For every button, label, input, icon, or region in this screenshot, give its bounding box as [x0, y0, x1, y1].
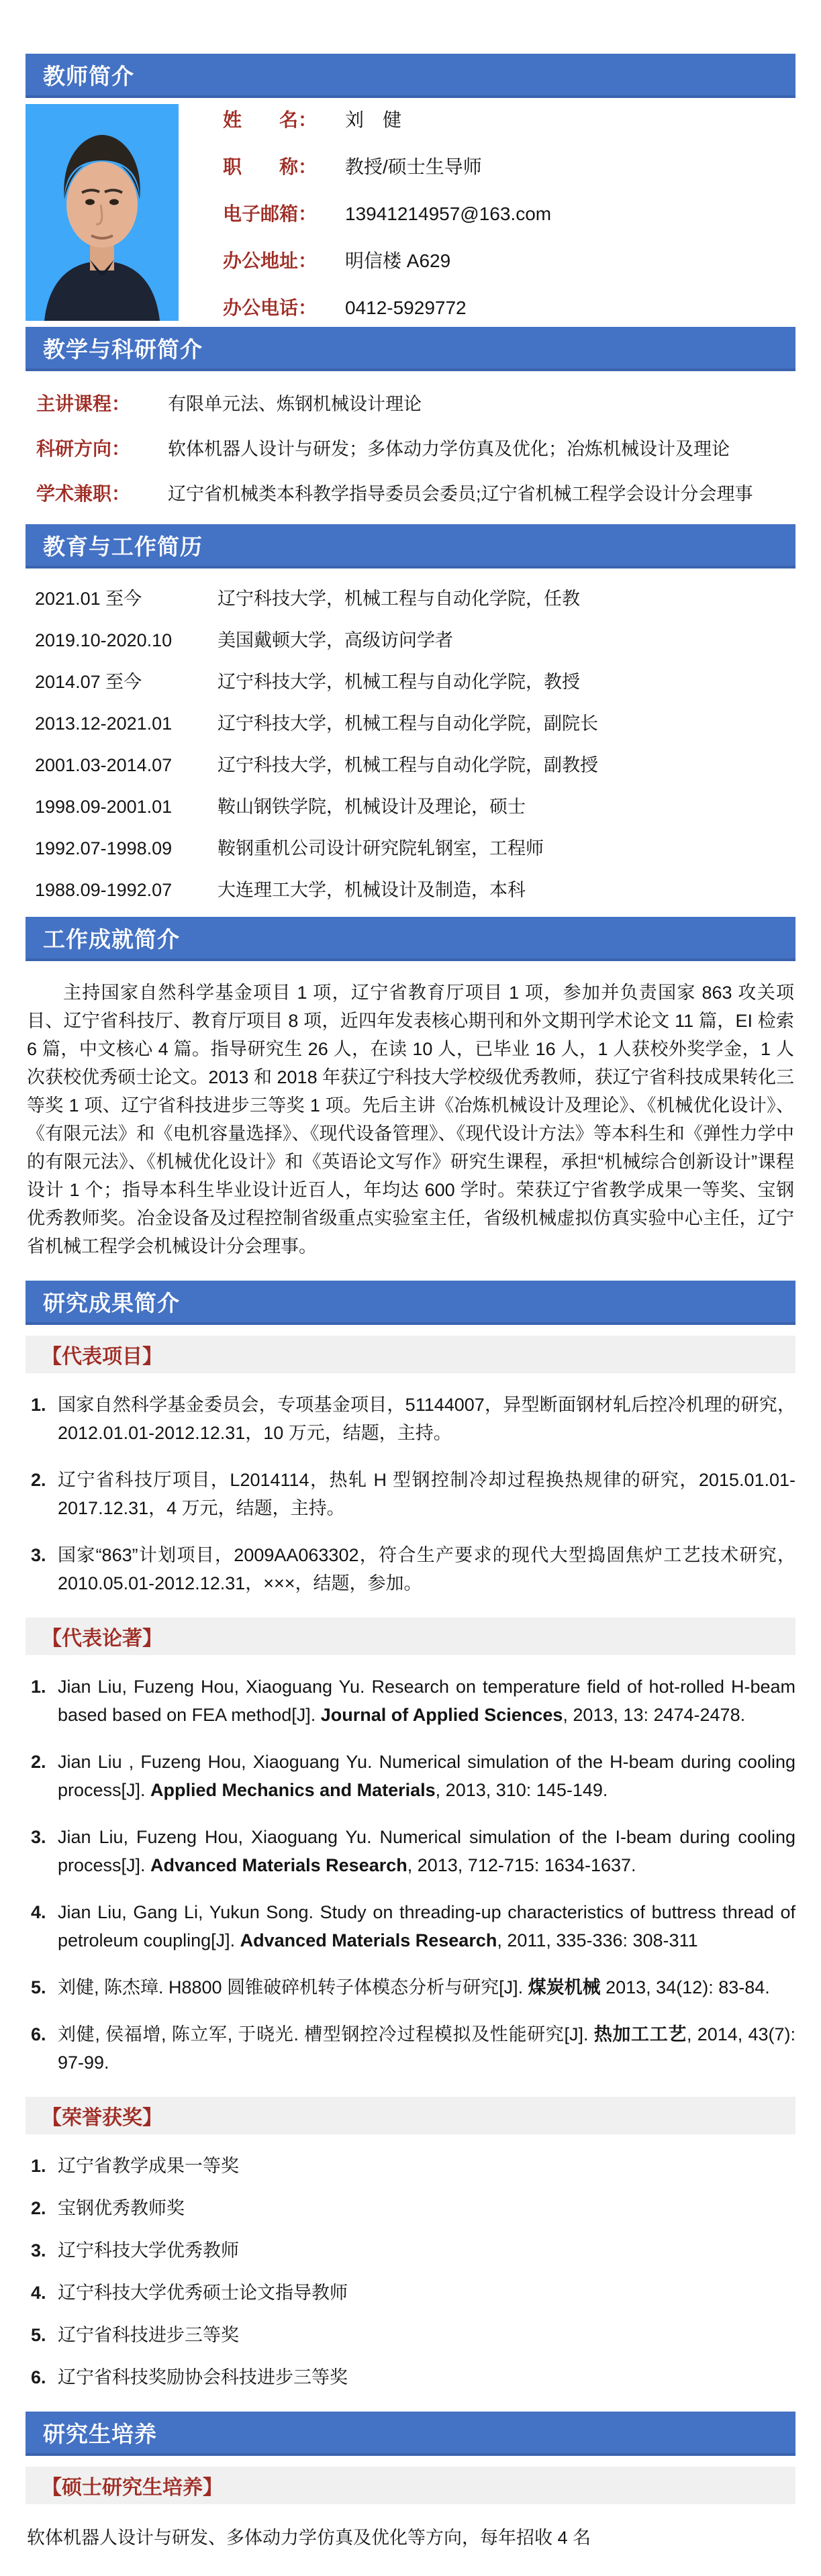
teaching-field-row [26, 479, 795, 506]
section-teaching-research [26, 327, 795, 506]
project-item [26, 1466, 795, 1522]
section-research-results [26, 1281, 795, 2391]
publication-item-text: Jian Liu, Fuzeng Hou, Xiaoguang Yu. Numerical simulation of the I-beam during cooling process[J]. Advanced Materials Research, 2013, 712-715: 1634-1637. [58, 1827, 795, 1875]
history-detail: 辽宁科技大学，机械工程与自动化学院，副院长 [218, 713, 598, 734]
teaching-field-label: 主讲课程： [36, 393, 131, 414]
section-header-history [26, 524, 795, 568]
subheader-representative-publications [26, 1618, 795, 1655]
section-teacher-intro [26, 54, 795, 327]
achievements-paragraph: 主持国家自然科学基金项目 1 项，辽宁省教育厅项目 1 项，参加并负责国家 863 攻关项目、辽宁省科技厅、教育厅项目 8 项，近四年发表核心期刊和外文期刊学术论文 11 篇，EI 检索 6 篇，中文核心 4 篇。指导研究生 26 人，在读 10 人，已毕业 16 人，1 人获校外奖学金，1 人次获校优秀硕士论文。2013 和 2018 年获辽宁科技大学校级优秀教师，获辽宁省科技成果转化三等奖 1 项、辽宁省科技进步三等奖 1 项。先后主讲《冶炼机械设计及理论》、《机械优化设计》、《有限元法》和《电机容量选择》、《现代设备管理》、《现代设计方法》等本科生和《弹性力学中的有限元法》、《机械优化设计》和《英语论文写作》研究生课程，承担“机械综合创新设计”课程设计 1 个；指导本科生毕业设计近百人，年均达 600 学时。荣获辽宁省教学成果一等奖、宝钢优秀教师奖。冶金设备及过程控制省级重点实验室主任，省级机械虚拟仿真实验中心主任，辽宁省机械工程学会机械设计分会理事。 [27, 983, 794, 1256]
publication-item-number: 5. [31, 1977, 46, 1997]
history-detail: 美国戴顿大学，高级访问学者 [218, 630, 453, 650]
history-row [26, 750, 795, 777]
publication-item-number: 2. [31, 1752, 46, 1772]
award-item-text: 辽宁省科技进步三等奖 [58, 2325, 239, 2345]
subheader-master-training [26, 2467, 795, 2504]
subheader-honors-awards [26, 2097, 795, 2134]
publication-item [26, 1823, 795, 1879]
profile-field-label: 职 称： [223, 156, 318, 177]
award-item [26, 2152, 795, 2180]
teaching-field-label: 学术兼职： [36, 483, 131, 504]
teaching-field-label: 科研方向： [36, 438, 131, 459]
award-item [26, 2236, 795, 2265]
history-period: 2013.12-2021.01 [35, 713, 173, 734]
history-period: 1998.09-2001.01 [35, 797, 173, 817]
history-detail: 辽宁科技大学，机械工程与自动化学院，任教 [218, 589, 580, 609]
profile-field-value: 教授/硕士生导师 [345, 156, 482, 177]
publication-item-number: 6. [31, 2024, 46, 2044]
profile-field-label: 电子邮箱： [223, 203, 318, 224]
section-header-teacher-intro [26, 54, 795, 98]
section-graduate-training [26, 2412, 795, 2549]
section-title-graduate-training: 研究生培养 [43, 2421, 157, 2446]
history-period: 2019.10-2020.10 [35, 630, 173, 650]
section-title-teacher-intro: 教师简介 [43, 63, 134, 89]
history-list [26, 584, 795, 901]
publication-item-text: Jian Liu , Fuzeng Hou, Xiaoguang Yu. Numerical simulation of the H-beam during cooling process[J]. Applied Mechanics and Materials, 2013, 310: 145-149. [58, 1752, 795, 1800]
profile-field-value: 明信楼 A629 [345, 250, 451, 271]
publication-item-number: 1. [31, 1677, 46, 1697]
award-item-number: 6. [31, 2367, 46, 2387]
award-item [26, 2194, 795, 2222]
history-row [26, 584, 795, 610]
project-item-number: 2. [31, 1470, 46, 1490]
subheader-honors-awards-label: 【荣誉获奖】 [42, 2107, 162, 2129]
project-item-text: 国家自然科学基金委员会，专项基金项目，51144007，异型断面钢材轧后控冷机理的研究，2012.01.01-2012.12.31，10 万元，结题，主持。 [58, 1395, 795, 1443]
award-item-text: 辽宁省科技奖励协会科技进步三等奖 [58, 2367, 348, 2387]
award-item [26, 2363, 795, 2391]
award-item-number: 1. [31, 2156, 46, 2176]
section-education-work-history [26, 524, 795, 901]
publication-item-text: Jian Liu, Fuzeng Hou, Xiaoguang Yu. Research on temperature field of hot-rolled H-beam based based on FEA method[J]. Journal of Applied Sciences, 2013, 13: 2474-2478. [58, 1677, 795, 1725]
history-row [26, 834, 795, 860]
profile-field-label: 办公地址： [223, 250, 318, 271]
teaching-field-value: 软体机器人设计与研发；多体动力学仿真及优化；冶炼机械设计及理论 [168, 439, 730, 459]
publication-item [26, 1748, 795, 1804]
profile-field-row [223, 105, 795, 132]
portrait-photo [26, 104, 179, 321]
teaching-field-value: 辽宁省机械类本科教学指导委员会委员;辽宁省机械工程学会设计分会理事 [168, 484, 753, 504]
teaching-fields [26, 389, 795, 506]
project-item-number: 3. [31, 1545, 46, 1565]
section-title-achievements: 工作成就简介 [43, 926, 180, 952]
section-title-research-results: 研究成果简介 [43, 1290, 180, 1316]
history-period: 2001.03-2014.07 [35, 755, 173, 775]
history-row [26, 667, 795, 693]
profile-field-value: 0412-5929772 [345, 297, 467, 318]
section-header-graduate-training [26, 2412, 795, 2456]
profile-field-row [223, 293, 795, 320]
person-portrait-illustration [26, 104, 179, 321]
award-item [26, 2279, 795, 2307]
award-item [26, 2321, 795, 2349]
history-period: 2014.07 至今 [35, 672, 142, 692]
history-row [26, 875, 795, 901]
teaching-field-value: 有限单元法、炼钢机械设计理论 [168, 394, 422, 414]
award-item-text: 辽宁科技大学优秀教师 [58, 2240, 239, 2261]
history-detail: 辽宁科技大学，机械工程与自动化学院，副教授 [218, 755, 598, 775]
project-item [26, 1541, 795, 1597]
publication-item [26, 1898, 795, 1954]
publication-item-text: 刘健, 陈杰璋. H8800 圆锥破碎机转子体模态分析与研究[J]. 煤炭机械 2013, 34(12): 83-84. [58, 1977, 770, 1997]
teaching-field-row [26, 434, 795, 461]
projects-list [26, 1391, 795, 1597]
awards-list [26, 2152, 795, 2391]
award-item-text: 辽宁科技大学优秀硕士论文指导教师 [58, 2283, 348, 2303]
history-period: 1992.07-1998.09 [35, 838, 173, 858]
profile-field-label: 办公电话： [223, 297, 318, 318]
profile-field-value: 13941214957@163.com [345, 203, 552, 224]
section-header-achievements [26, 917, 795, 961]
publications-list [26, 1673, 795, 2077]
history-detail: 鞍山钢铁学院，机械设计及理论，硕士 [218, 797, 526, 817]
history-period: 1988.09-1992.07 [35, 880, 173, 900]
award-item-number: 4. [31, 2283, 46, 2303]
profile-block [26, 98, 795, 327]
award-item-number: 2. [31, 2198, 46, 2218]
publication-item [26, 1673, 795, 1729]
history-period: 2021.01 至今 [35, 589, 142, 609]
section-header-research-results [26, 1281, 795, 1325]
subheader-representative-publications-label: 【代表论著】 [42, 1628, 162, 1650]
profile-fields [216, 104, 795, 321]
publication-item [26, 2020, 795, 2077]
history-detail: 鞍钢重机公司设计研究院轧钢室，工程师 [218, 838, 544, 858]
publication-item-text: Jian Liu, Gang Li, Yukun Song. Study on threading-up characteristics of buttress thread of petroleum coupling[J]. Advanced Materials Research, 2011, 335-336: 308-311 [58, 1902, 795, 1950]
section-title-teaching-research: 教学与科研简介 [43, 336, 203, 362]
history-row [26, 709, 795, 735]
subheader-master-training-label: 【硕士研究生培养】 [42, 2477, 223, 2499]
history-detail: 大连理工大学，机械设计及制造，本科 [218, 880, 526, 900]
profile-field-row [223, 199, 795, 226]
profile-field-row [223, 152, 795, 179]
section-header-teaching-research [26, 327, 795, 371]
profile-field-value: 刘 健 [345, 109, 402, 130]
subheader-representative-projects-label: 【代表项目】 [42, 1346, 162, 1368]
publication-item-text: 刘健, 侯福增, 陈立军, 于晓光. 槽型钢控冷过程模拟及性能研究[J]. 热加工工艺, 2014, 43(7): 97-99. [58, 2024, 795, 2073]
profile-field-label: 姓 名： [223, 109, 318, 130]
history-detail: 辽宁科技大学，机械工程与自动化学院，教授 [218, 672, 580, 692]
history-row [26, 626, 795, 652]
section-work-achievements [26, 917, 795, 1260]
project-item [26, 1391, 795, 1447]
project-item-text: 国家“863”计划项目，2009AA063302，符合生产要求的现代大型捣固焦炉工艺技术研究，2010.05.01-2012.12.31，×××，结题，参加。 [58, 1545, 795, 1593]
project-item-number: 1. [31, 1395, 46, 1415]
publication-item [26, 1973, 795, 2001]
project-item-text: 辽宁省科技厅项目，L2014114，热轧 H 型钢控制冷却过程换热规律的研究，2015.01.01-2017.12.31，4 万元，结题，主持。 [58, 1470, 795, 1518]
subheader-representative-projects [26, 1336, 795, 1373]
profile-field-row [223, 246, 795, 273]
section-title-history: 教育与工作简历 [43, 534, 203, 559]
publication-item-number: 3. [31, 1827, 46, 1847]
award-item-text: 宝钢优秀教师奖 [58, 2198, 185, 2218]
history-row [26, 792, 795, 818]
teaching-field-row [26, 389, 795, 416]
award-item-number: 5. [31, 2325, 46, 2345]
graduate-training-text: 软体机器人设计与研发、多体动力学仿真及优化等方向，每年招收 4 名 [27, 2528, 591, 2548]
award-item-text: 辽宁省教学成果一等奖 [58, 2156, 239, 2176]
publication-item-number: 4. [31, 1902, 46, 1922]
award-item-number: 3. [31, 2240, 46, 2261]
